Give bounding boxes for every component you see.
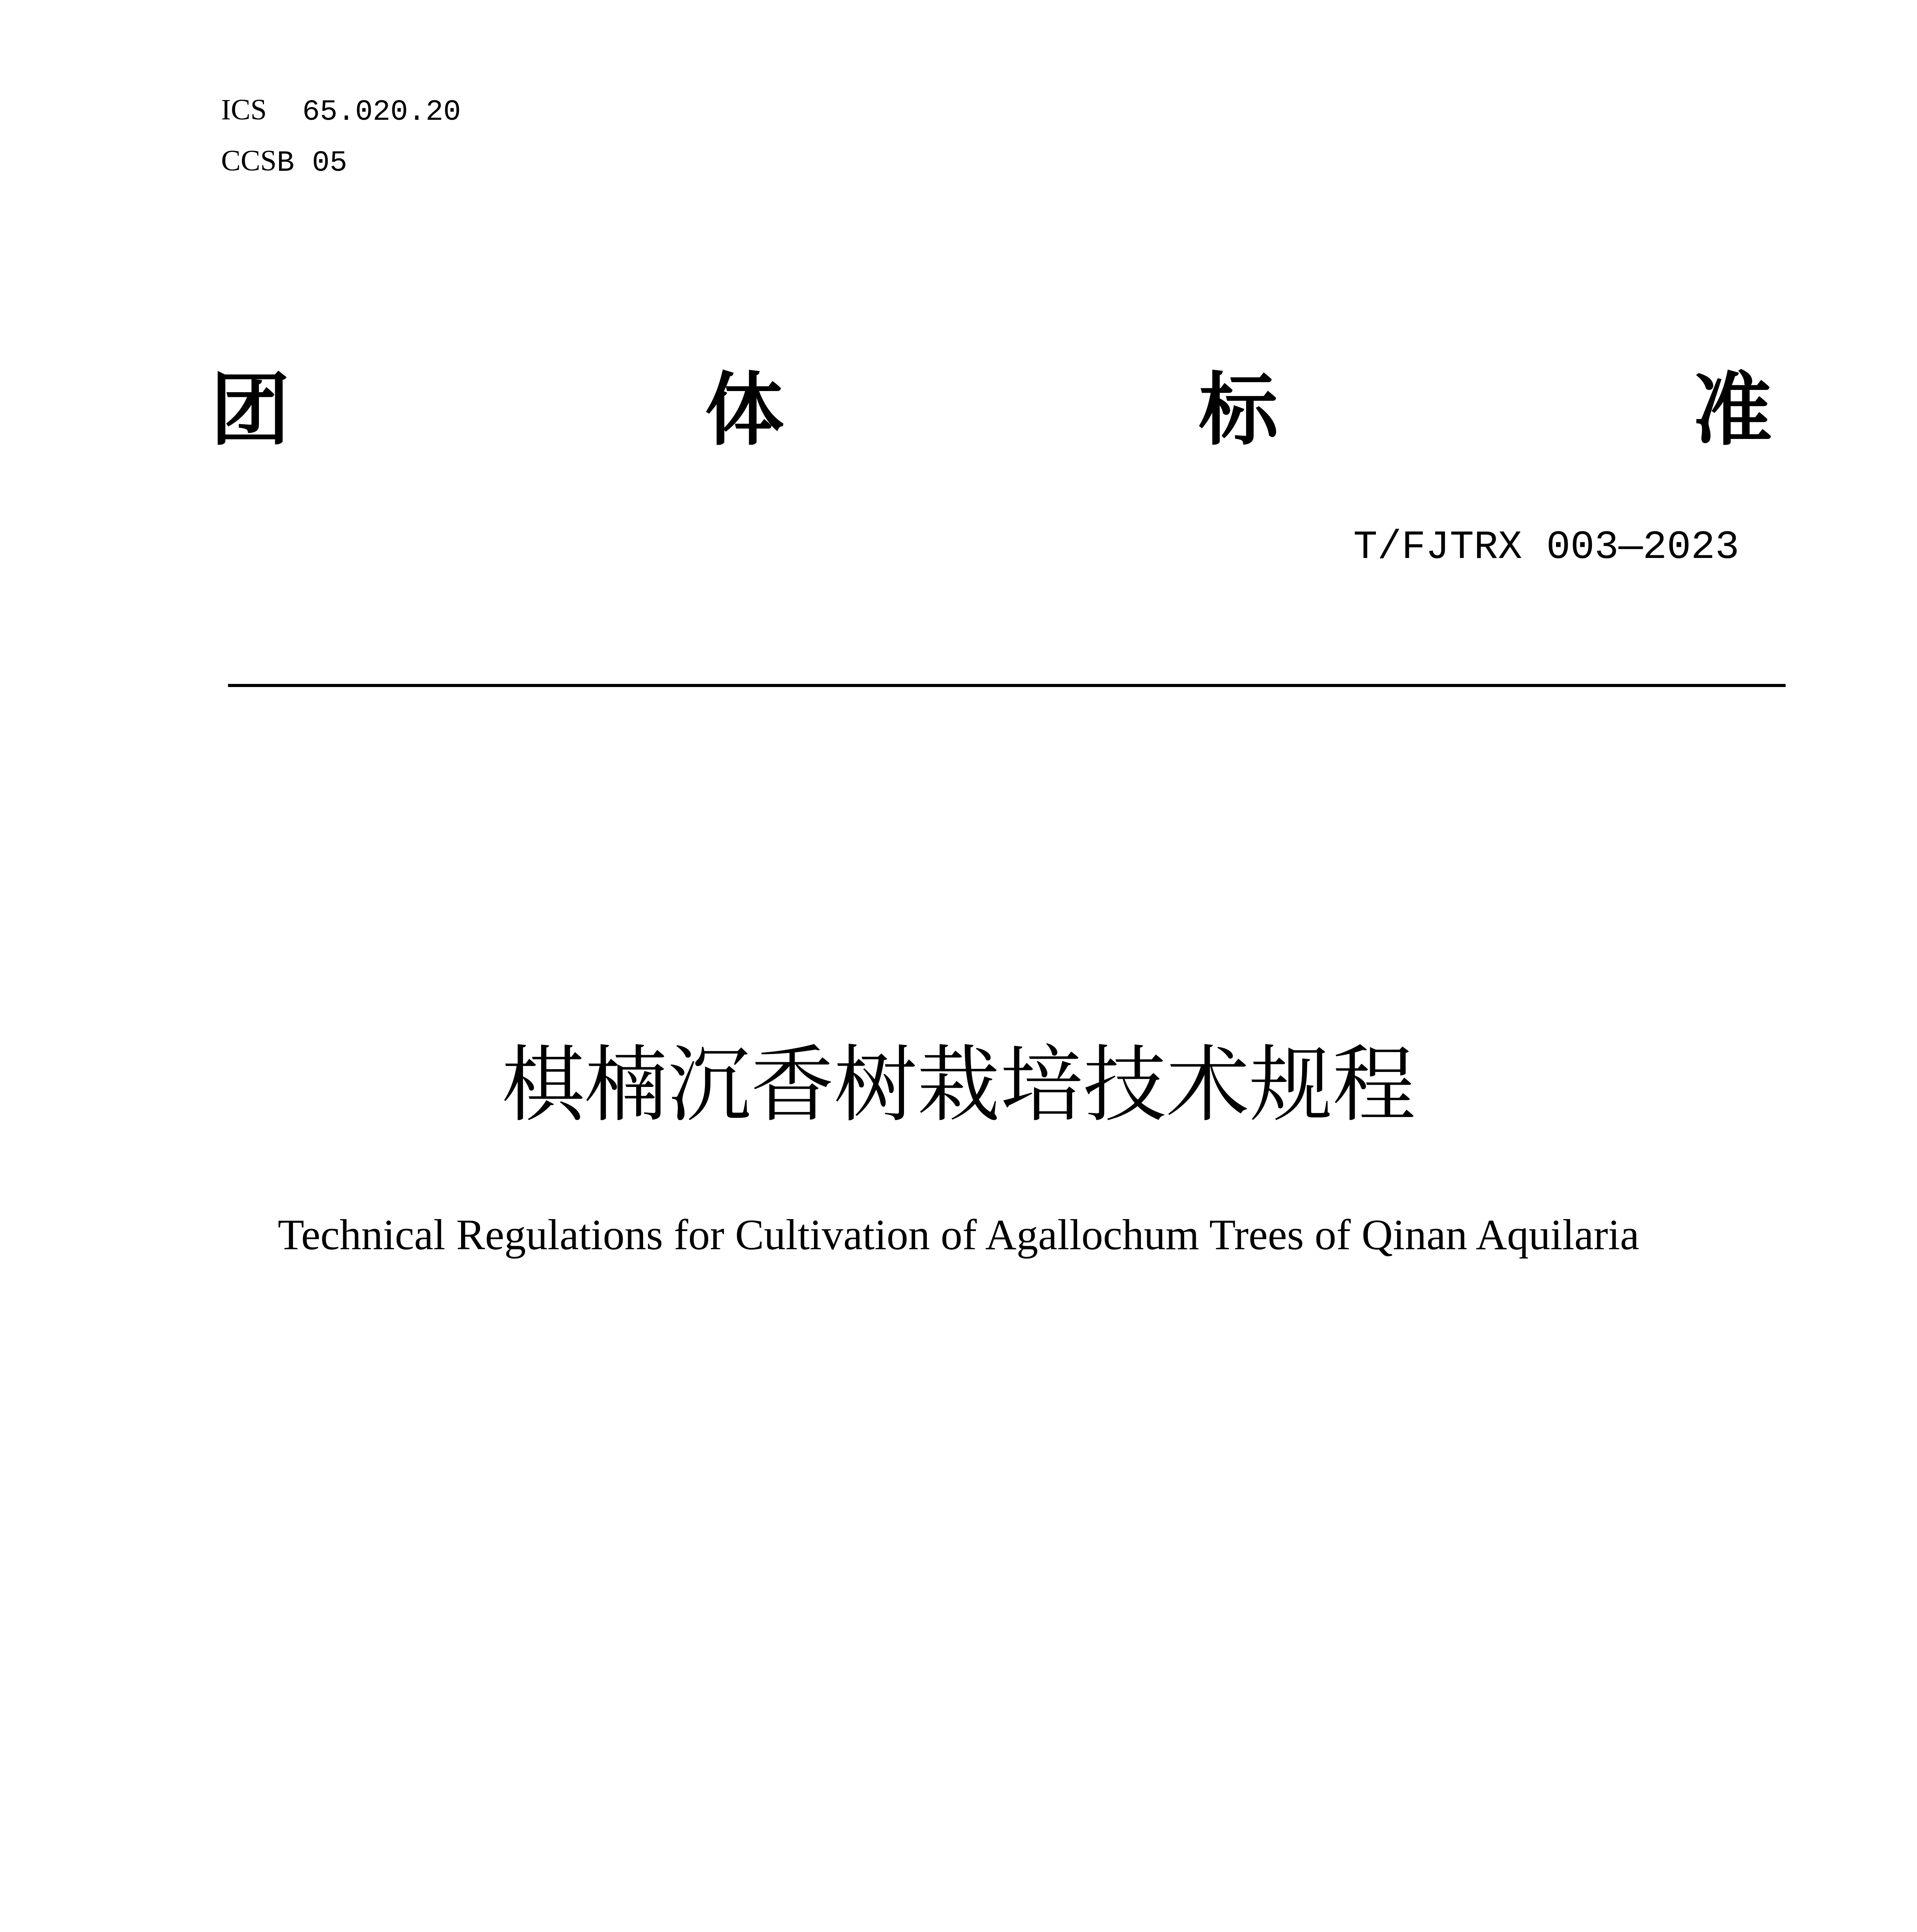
standard-type-char: 团 xyxy=(211,364,290,456)
header-divider xyxy=(228,684,1786,687)
document-title-zh: 棋楠沉香树栽培技术规程 xyxy=(501,1036,1416,1133)
ccs-label: CCS xyxy=(221,145,277,177)
ics-code: 65.020.20 xyxy=(302,95,461,129)
ics-label: ICS xyxy=(221,94,267,126)
standard-number: T/FJTRX 003—2023 xyxy=(1353,525,1739,570)
document-title-en: Technical Regulations for Cultivation of Agallochum Trees of Qinan Aquilaria xyxy=(278,1211,1639,1259)
standard-type-char: 准 xyxy=(1692,364,1772,456)
ccs-code: B 05 xyxy=(277,146,347,180)
standard-type-heading xyxy=(211,364,1772,464)
standard-type-char: 标 xyxy=(1199,364,1278,456)
standard-type-char: 体 xyxy=(705,364,784,456)
